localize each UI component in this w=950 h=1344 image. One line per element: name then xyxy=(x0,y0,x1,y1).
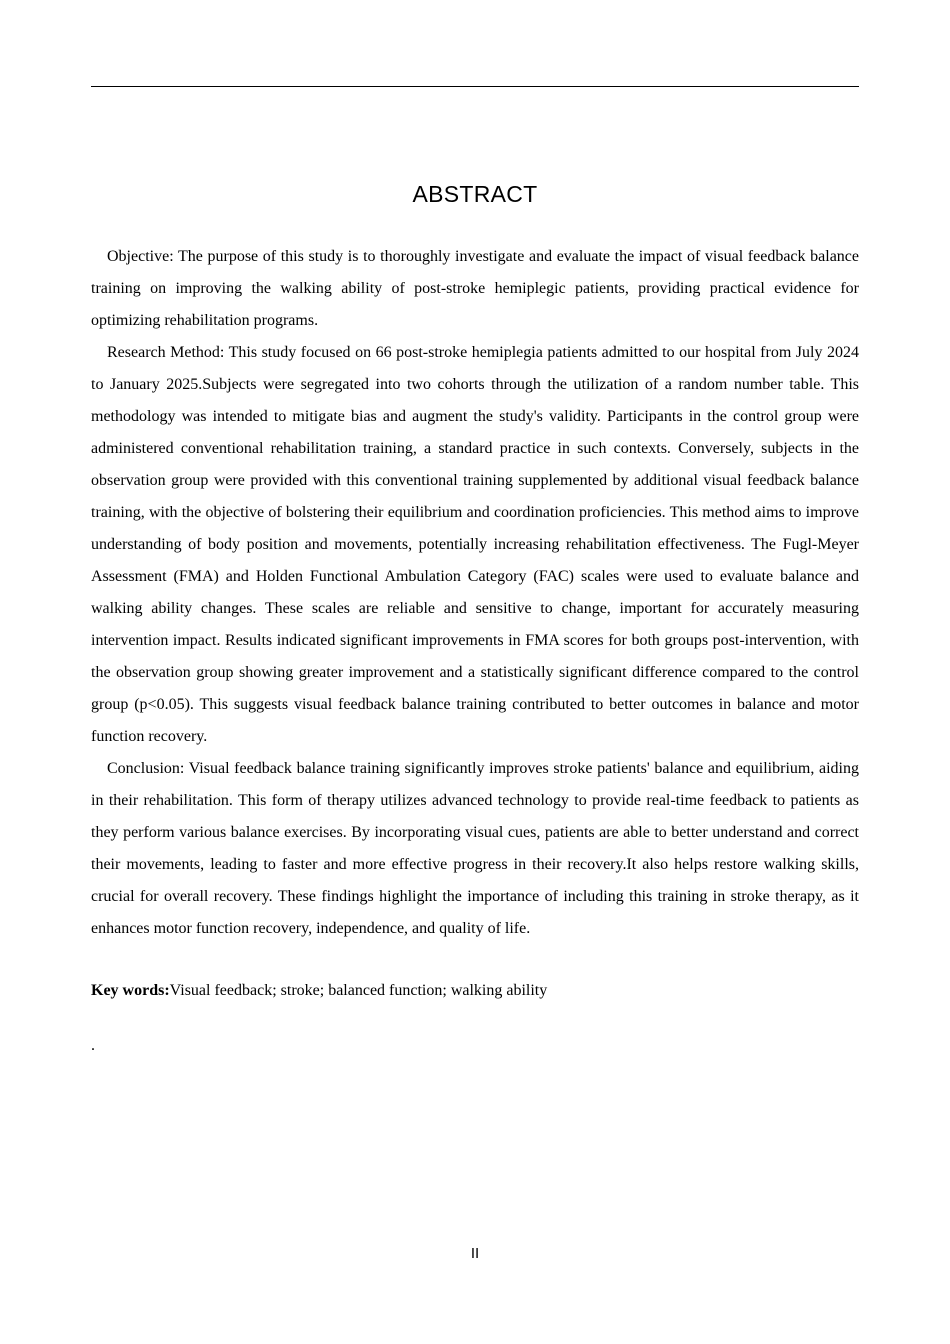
trailing-mark: . xyxy=(91,1037,95,1054)
conclusion-paragraph: Conclusion: Visual feedback balance training significantly improves stroke patients' balance and equilibrium, aiding in their rehabilitation. This form of therapy utilizes advanced technology to provide real-time feedback to patients as they perform various balance exercises. By incorporating visual cues, patients are able to better understand and correct their movements, leading to faster and more effective progress in their recovery.It also helps restore walking skills, crucial for overall recovery. These findings highlight the importance of including this training in stroke therapy, as it enhances motor function recovery, independence, and quality of life. xyxy=(91,760,859,937)
abstract-title: ABSTRACT xyxy=(412,181,538,207)
header-rule xyxy=(91,86,859,87)
keywords-label: Key words: xyxy=(91,982,170,999)
objective-paragraph: Objective: The purpose of this study is to thoroughly investigate and evaluate the impact of visual feedback balance training on improving the walking ability of post-stroke hemiplegic patients, providing practical evidence for optimizing rehabilitation programs. xyxy=(91,248,859,329)
keywords-text: Visual feedback; stroke; balanced function; walking ability xyxy=(169,982,548,999)
abstract-body xyxy=(91,241,859,945)
keywords-line xyxy=(91,975,859,1007)
page-number: II xyxy=(470,1245,480,1262)
research-method-paragraph: Research Method: This study focused on 66 post-stroke hemiplegia patients admitted to our hospital from July 2024 to January 2025.Subjects were segregated into two cohorts through the utilization of a random number table. This methodology was intended to mitigate bias and augment the study's validity. Participants in the control group were administered conventional rehabilitation training, a standard practice in such contexts. Conversely, subjects in the observation group were provided with this conventional training supplemented by additional visual feedback balance training, with the objective of bolstering their equilibrium and coordination proficiencies. This method aims to improve understanding of body position and movements, potentially increasing rehabilitation effectiveness. The Fugl-Meyer Assessment (FMA) and Holden Functional Ambulation Category (FAC) scales were used to evaluate balance and walking ability changes. These scales are reliable and sensitive to change, important for accurately measuring intervention impact. Results indicated significant improvements in FMA scores for both groups post-intervention, with the observation group showing greater improvement and a statistically significant difference compared to the control group (p<0.05). This suggests visual feedback balance training contributed to better outcomes in balance and motor function recovery. xyxy=(91,344,859,745)
